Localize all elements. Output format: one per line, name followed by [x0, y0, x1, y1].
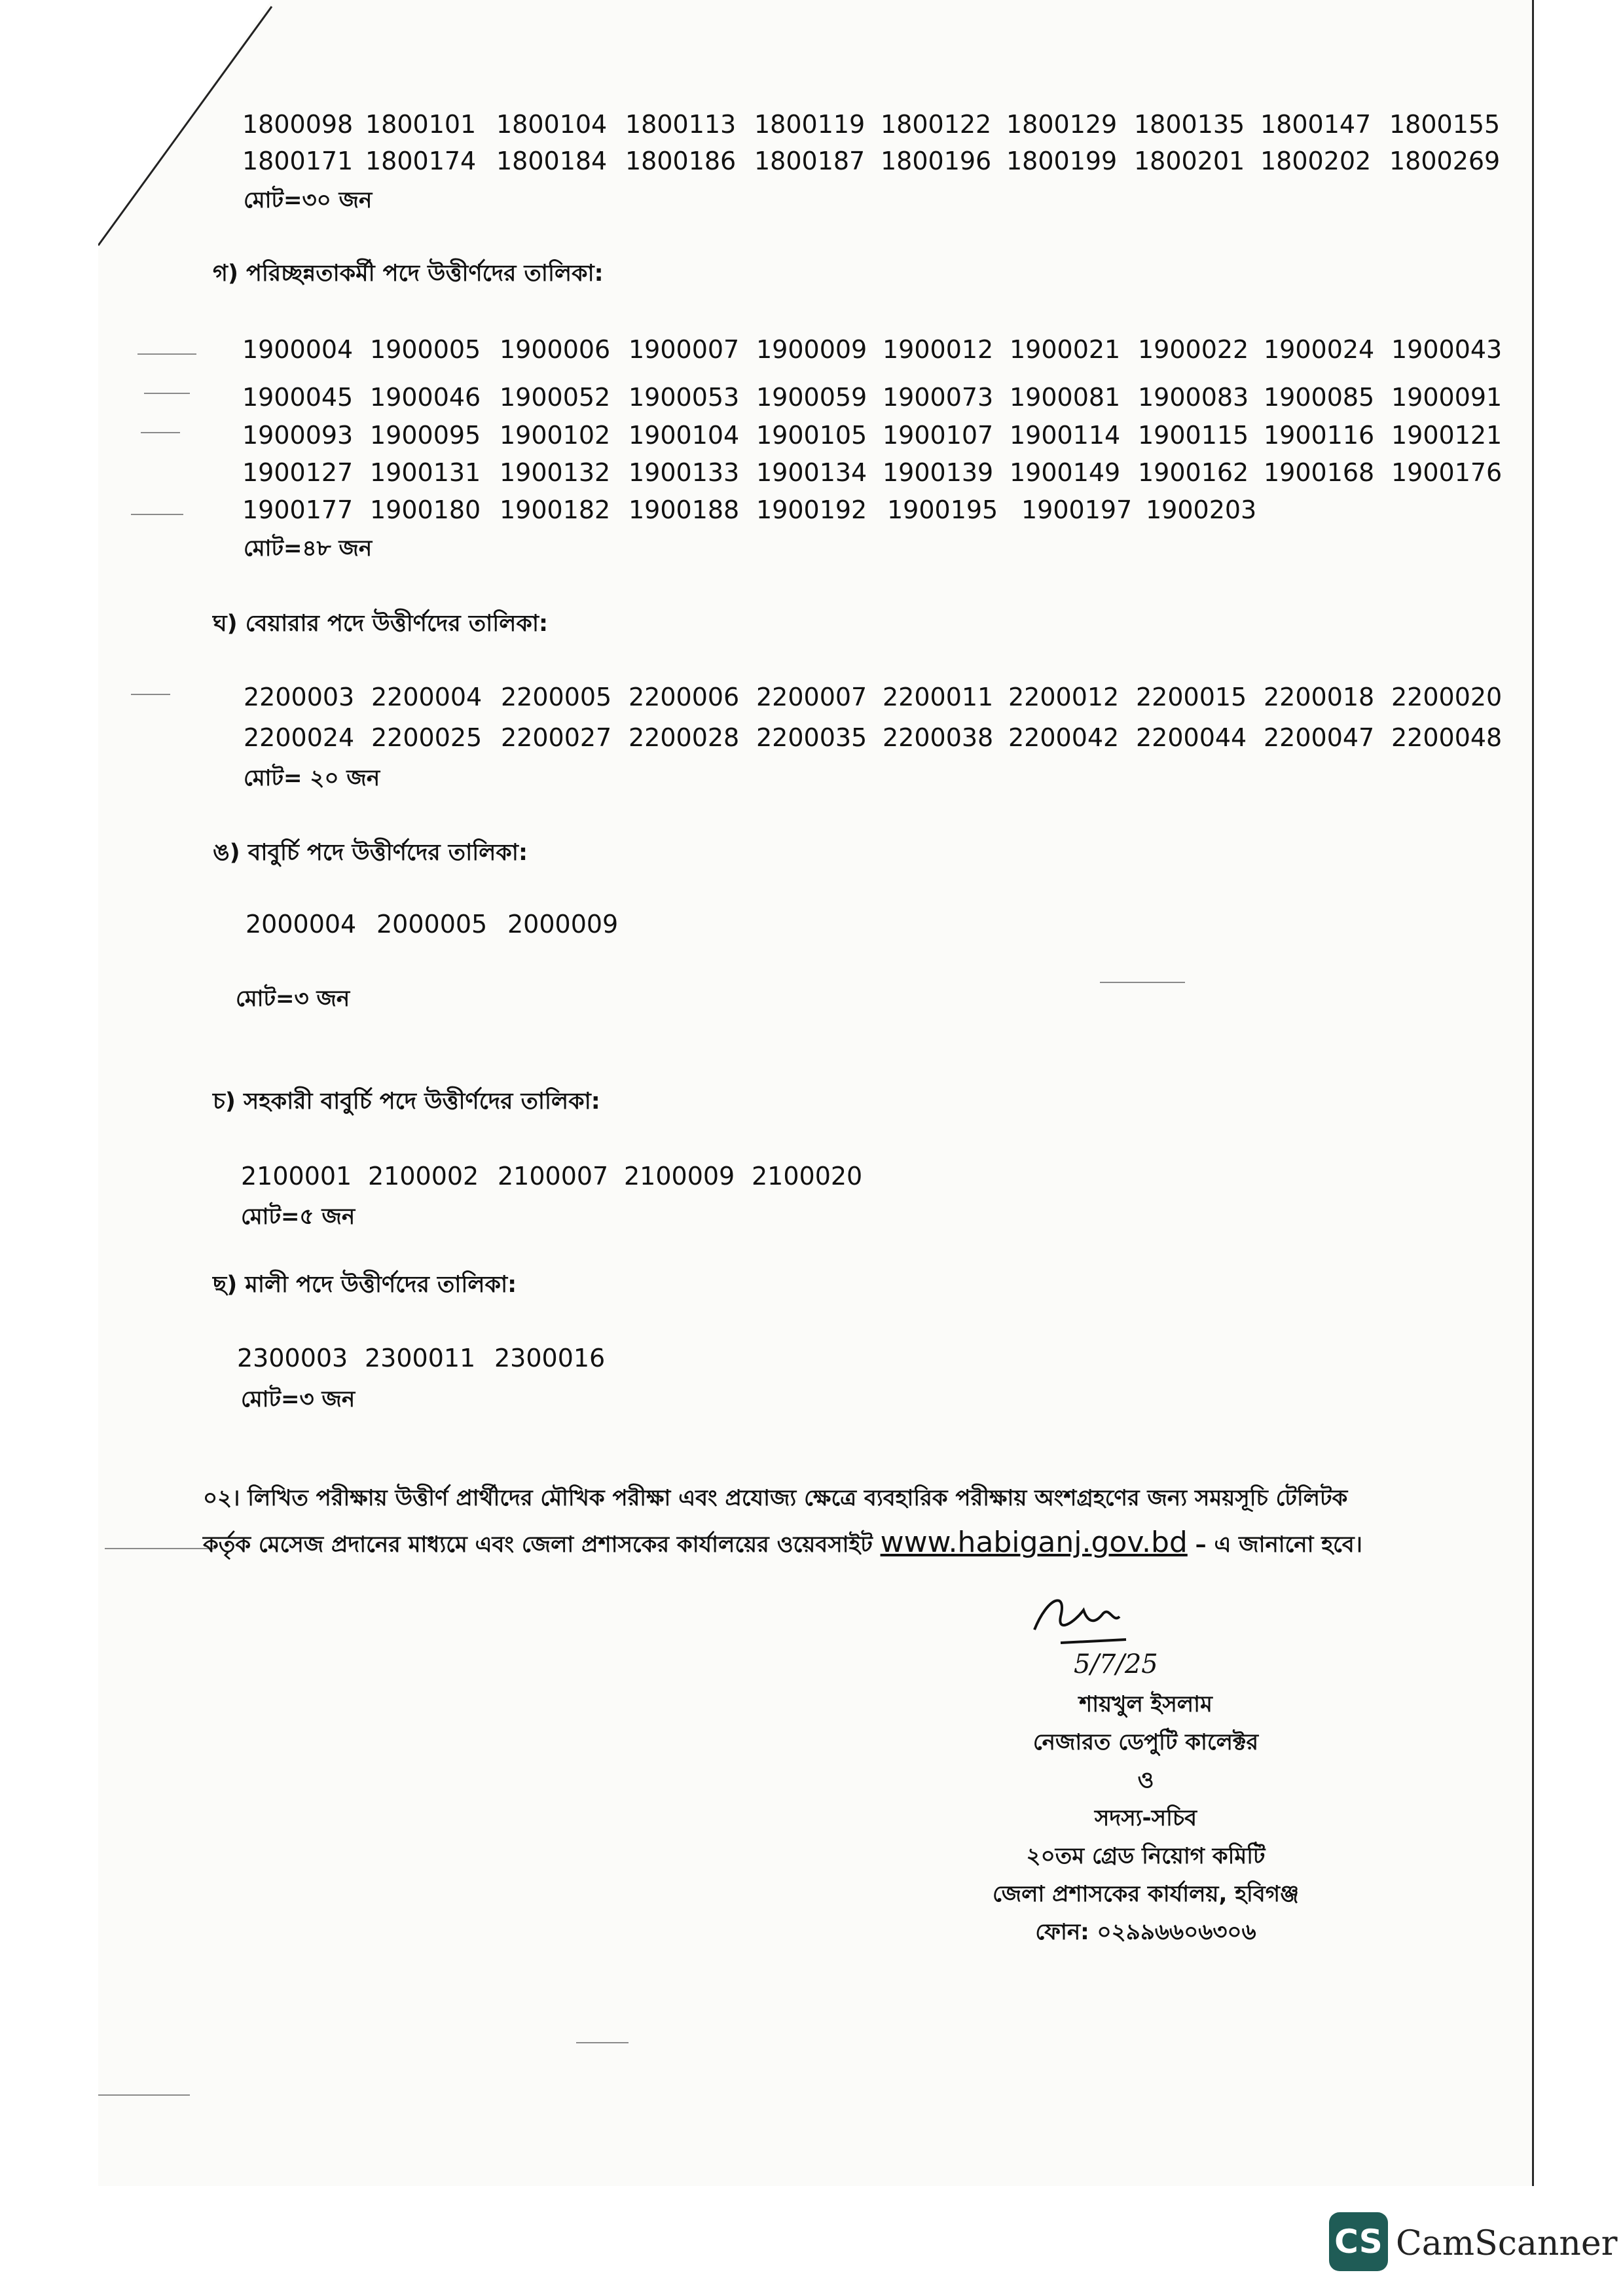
- candidate-roll-number: 2000009: [507, 910, 619, 939]
- scan-mark: [98, 2094, 190, 2096]
- candidate-roll-number: 2200007: [756, 683, 867, 711]
- candidate-roll-number: 2300016: [494, 1344, 606, 1372]
- notice-paragraph: [203, 1476, 1381, 1567]
- office-name: জেলা প্রশাসকের কার্যালয়, হবিগঞ্জ: [992, 1881, 1300, 1907]
- section-heading: গ) পরিচ্ছন্নতাকর্মী পদে উত্তীর্ণদের তালিকা:: [213, 260, 604, 287]
- candidate-roll-number: 2300003: [237, 1344, 348, 1372]
- candidate-roll-number: 2300011: [365, 1344, 476, 1372]
- candidate-roll-number: 2200025: [371, 723, 483, 752]
- candidate-roll-number: 1800187: [754, 147, 866, 175]
- candidate-roll-number: 1900045: [242, 383, 354, 412]
- candidate-roll-number: 1900149: [1010, 458, 1121, 487]
- section-heading: ছ) মালী পদে উত্তীর্ণদের তালিকা:: [213, 1272, 517, 1298]
- candidate-roll-number: 1900132: [500, 458, 611, 487]
- scan-mark: [576, 2042, 629, 2043]
- total-count: মোট=৪৮ জন: [244, 535, 373, 562]
- scan-mark: [137, 353, 196, 355]
- candidate-roll-number: 1900022: [1138, 335, 1249, 364]
- candidate-roll-number: 2200004: [371, 683, 483, 711]
- candidate-roll-number: 1900177: [242, 495, 354, 524]
- candidate-roll-number: 2100002: [368, 1162, 479, 1191]
- candidate-roll-number: 1900134: [756, 458, 867, 487]
- notice-text: ০২। লিখিত পরীক্ষায় উত্তীর্ণ প্রার্থীদের মৌখিক পরীক্ষা এবং প্রযোজ্য ক্ষেত্রে ব্যবহারিক পরীক্ষায় অংশগ্রহণের জন্য সময়সূচি টেলিটক কর্তৃক মেসেজ প্রদানের মাধ্যমে এবং জেলা প্রশাসকের কার্যালয়ের ওয়েবসাইট: [203, 1485, 1348, 1558]
- candidate-roll-number: 1900105: [756, 421, 867, 450]
- candidate-roll-number: 2200012: [1008, 683, 1120, 711]
- candidate-roll-number: 1900083: [1138, 383, 1249, 412]
- candidate-roll-number: 2200048: [1391, 723, 1503, 752]
- candidate-roll-number: 1800101: [365, 110, 477, 139]
- section-heading: ঙ) বাবুর্চি পদে উত্তীর্ণদের তালিকা:: [213, 840, 528, 866]
- scan-mark: [144, 393, 190, 394]
- candidate-roll-number: 2200042: [1008, 723, 1120, 752]
- scan-mark: [141, 432, 180, 433]
- candidate-roll-number: 1900180: [370, 495, 481, 524]
- scan-mark: [105, 1548, 216, 1549]
- signatory-role: সদস্য-সচিব: [1094, 1805, 1197, 1831]
- candidate-roll-number: 1900012: [883, 335, 994, 364]
- candidate-roll-number: 2100009: [624, 1162, 735, 1191]
- candidate-roll-number: 1900091: [1391, 383, 1503, 412]
- candidate-roll-number: 1900093: [242, 421, 354, 450]
- total-count: মোট=৩ জন: [236, 986, 350, 1012]
- candidate-roll-number: 2200003: [244, 683, 355, 711]
- candidate-roll-number: 1900052: [500, 383, 611, 412]
- signature-date: 5/7/25: [1074, 1649, 1158, 1679]
- candidate-roll-number: 1800201: [1134, 147, 1245, 175]
- candidate-roll-number: 1900021: [1010, 335, 1121, 364]
- signature-block: [917, 1685, 1375, 1951]
- camscanner-brand: CamScanner: [1396, 2224, 1618, 2263]
- candidate-roll-number: 2200035: [756, 723, 867, 752]
- scan-mark: [1100, 982, 1185, 983]
- candidate-roll-number: 1900176: [1391, 458, 1503, 487]
- candidate-roll-number: 1900007: [629, 335, 740, 364]
- total-count: মোট=৩ জন: [241, 1386, 356, 1412]
- candidate-roll-number: 1800098: [242, 110, 354, 139]
- candidate-roll-number: 1800104: [496, 110, 608, 139]
- candidate-roll-number: 1800119: [754, 110, 866, 139]
- candidate-roll-number: 2100007: [498, 1162, 609, 1191]
- candidate-roll-number: 1800184: [496, 147, 608, 175]
- website-link[interactable]: www.habiganj.gov.bd: [880, 1526, 1188, 1559]
- candidate-roll-number: 1900162: [1138, 458, 1249, 487]
- candidate-roll-number: 1900095: [370, 421, 481, 450]
- candidate-roll-number: 2000004: [246, 910, 357, 939]
- candidate-roll-number: 2200027: [501, 723, 612, 752]
- candidate-roll-number: 1900114: [1010, 421, 1121, 450]
- candidate-roll-number: 1900004: [242, 335, 354, 364]
- scan-mark: [131, 694, 170, 695]
- candidate-roll-number: 2200005: [501, 683, 612, 711]
- candidate-roll-number: 1900133: [629, 458, 740, 487]
- candidate-roll-number: 1900168: [1264, 458, 1375, 487]
- candidate-roll-number: 1900195: [887, 495, 998, 524]
- candidate-roll-number: 1900059: [756, 383, 867, 412]
- scan-mark: [131, 514, 183, 515]
- candidate-roll-number: 2200047: [1264, 723, 1375, 752]
- candidate-roll-number: 1900085: [1264, 383, 1375, 412]
- candidate-roll-number: 1800196: [881, 147, 992, 175]
- candidate-roll-number: 2200015: [1136, 683, 1247, 711]
- total-count: মোট=৫ জন: [241, 1204, 356, 1230]
- candidate-roll-number: 1900192: [756, 495, 867, 524]
- candidate-roll-number: 2200011: [883, 683, 994, 711]
- candidate-roll-number: 1900009: [756, 335, 867, 364]
- candidate-roll-number: 1900203: [1146, 495, 1257, 524]
- candidate-roll-number: 1900043: [1391, 335, 1503, 364]
- candidate-roll-number: 2000005: [376, 910, 488, 939]
- candidate-roll-number: 2200038: [883, 723, 994, 752]
- candidate-roll-number: 1900131: [370, 458, 481, 487]
- candidate-roll-number: 1900081: [1010, 383, 1121, 412]
- candidate-roll-number: 2200044: [1136, 723, 1247, 752]
- candidate-roll-number: 1900121: [1391, 421, 1503, 450]
- candidate-roll-number: 1800171: [242, 147, 354, 175]
- candidate-roll-number: 1900005: [370, 335, 481, 364]
- candidate-roll-number: 1800186: [625, 147, 737, 175]
- total-count: মোট=৩০ জন: [244, 187, 373, 213]
- candidate-roll-number: 1800199: [1006, 147, 1118, 175]
- section-heading: চ) সহকারী বাবুর্চি পদে উত্তীর্ণদের তালিকা:: [213, 1088, 600, 1115]
- candidate-roll-number: 1900053: [629, 383, 740, 412]
- candidate-roll-number: 1800129: [1006, 110, 1118, 139]
- candidate-roll-number: 1800113: [625, 110, 737, 139]
- candidate-roll-number: 2100001: [241, 1162, 352, 1191]
- camscanner-logo-icon: CS: [1329, 2212, 1388, 2271]
- signatory-conjunction: ও: [1137, 1767, 1154, 1793]
- signatory-designation: নেজারত ডেপুটি কালেক্টর: [1032, 1729, 1259, 1755]
- candidate-roll-number: 1900102: [500, 421, 611, 450]
- signatory-name: শায়খুল ইসলাম: [1079, 1691, 1213, 1717]
- phone-number: ফোন: ০২৯৯৬৬০৬৩০৬: [1035, 1919, 1256, 1945]
- candidate-roll-number: 1900188: [629, 495, 740, 524]
- candidate-roll-number: 1900104: [629, 421, 740, 450]
- total-count: মোট= ২০ জন: [244, 765, 380, 791]
- candidate-roll-number: 1800174: [365, 147, 477, 175]
- candidate-roll-number: 1900115: [1138, 421, 1249, 450]
- candidate-roll-number: 1800269: [1389, 147, 1501, 175]
- candidate-roll-number: 1900197: [1021, 495, 1133, 524]
- candidate-roll-number: 2100020: [752, 1162, 863, 1191]
- candidate-roll-number: 1800155: [1389, 110, 1501, 139]
- candidate-roll-number: 1900046: [370, 383, 481, 412]
- candidate-roll-number: 1900107: [883, 421, 994, 450]
- candidate-roll-number: 2200024: [244, 723, 355, 752]
- candidate-roll-number: 1900127: [242, 458, 354, 487]
- candidate-roll-number: 2200006: [629, 683, 740, 711]
- candidate-roll-number: 2200028: [629, 723, 740, 752]
- candidate-roll-number: 1800122: [881, 110, 992, 139]
- candidate-roll-number: 1800147: [1260, 110, 1372, 139]
- section-heading: ঘ) বেয়ারার পদে উত্তীর্ণদের তালিকা:: [213, 611, 548, 637]
- candidate-roll-number: 1800202: [1260, 147, 1372, 175]
- candidate-roll-number: 2200018: [1264, 683, 1375, 711]
- candidate-roll-number: 1900116: [1264, 421, 1375, 450]
- candidate-roll-number: 1900073: [883, 383, 994, 412]
- candidate-roll-number: 1900139: [883, 458, 994, 487]
- candidate-roll-number: 1800135: [1134, 110, 1245, 139]
- notice-text-end: – এ জানানো হবে।: [1195, 1532, 1362, 1558]
- candidate-roll-number: 1900182: [500, 495, 611, 524]
- candidate-roll-number: 1900024: [1264, 335, 1375, 364]
- candidate-roll-number: 2200020: [1391, 683, 1503, 711]
- committee-name: ২০তম গ্রেড নিয়োগ কমিটি: [1026, 1843, 1266, 1869]
- candidate-roll-number: 1900006: [500, 335, 611, 364]
